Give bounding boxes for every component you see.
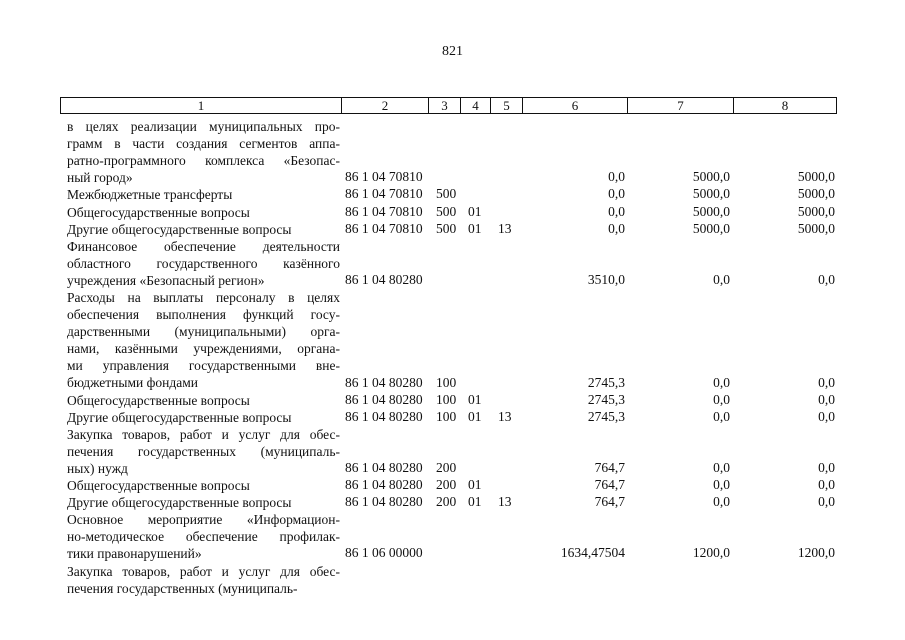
- table-row: [0, 511, 905, 562]
- row-value-col-7: 0,0: [713, 459, 730, 475]
- row-name-line: Общегосударственные вопросы: [67, 478, 250, 494]
- row-value-col-8: 1200,0: [797, 545, 835, 561]
- header-col-5: 5: [491, 98, 523, 113]
- table-header-row: [60, 97, 837, 114]
- row-target-code: 86 1 04 80280: [345, 408, 423, 424]
- row-name-line: тики правонарушений»: [67, 546, 202, 562]
- row-name: [67, 118, 340, 186]
- header-col-1: 1: [61, 98, 342, 113]
- row-name: [67, 477, 340, 494]
- table-row: [0, 477, 905, 494]
- row-name-line: Закупка товаров, работ и услуг для обес-: [67, 563, 340, 579]
- row-section: 01: [468, 203, 482, 219]
- row-name: [67, 289, 340, 392]
- row-name: [67, 238, 340, 289]
- table-row: [0, 426, 905, 477]
- row-name-line: Другие общегосударственные вопросы: [67, 409, 292, 425]
- row-value-col-6: 1634,47504: [560, 545, 625, 561]
- row-value-col-6: 764,7: [594, 477, 625, 493]
- table-row: [0, 186, 905, 203]
- row-value-col-8: 0,0: [818, 477, 835, 493]
- row-name-line: ратно-программного комплекса «Безопас-: [67, 153, 340, 169]
- row-value-col-6: 764,7: [594, 459, 625, 475]
- row-name-line: обеспечения выполнения функций госу-: [67, 307, 340, 323]
- row-section: 01: [468, 220, 482, 236]
- row-name-line: Финансовое обеспечение деятельности: [67, 238, 340, 254]
- row-expense-type: 100: [436, 408, 457, 424]
- row-name-line: Межбюджетные трансферты: [67, 187, 233, 203]
- row-name-line: ных) нужд: [67, 460, 128, 476]
- table-row: [0, 118, 905, 186]
- row-target-code: 86 1 06 00000: [345, 545, 423, 561]
- row-value-col-6: 2745,3: [587, 391, 625, 407]
- row-value-col-7: 5000,0: [692, 220, 730, 236]
- row-value-col-7: 5000,0: [692, 203, 730, 219]
- row-value-col-7: 1200,0: [692, 545, 730, 561]
- row-name-line: бюджетными фондами: [67, 375, 198, 391]
- page-number: 821: [442, 44, 463, 59]
- row-name-line: Расходы на выплаты персоналу в целях: [67, 290, 340, 305]
- row-subsection: 13: [498, 220, 512, 236]
- row-value-col-8: 0,0: [818, 374, 835, 390]
- row-name: [67, 494, 340, 511]
- row-target-code: 86 1 04 80280: [345, 271, 423, 287]
- row-name-line: учреждения «Безопасный регион»: [67, 272, 265, 288]
- row-name: [67, 511, 340, 562]
- row-value-col-6: 2745,3: [587, 408, 625, 424]
- row-name: [67, 409, 340, 426]
- row-expense-type: 500: [436, 220, 457, 236]
- row-name-line: нами, казёнными учреждениями, органа-: [67, 341, 340, 357]
- table-row: [0, 204, 905, 221]
- row-value-col-8: 0,0: [818, 459, 835, 475]
- row-value-col-6: 764,7: [594, 494, 625, 510]
- row-target-code: 86 1 04 80280: [345, 391, 423, 407]
- row-value-col-8: 5000,0: [797, 203, 835, 219]
- row-value-col-8: 5000,0: [797, 169, 835, 185]
- row-value-col-6: 0,0: [608, 186, 625, 202]
- row-name-line: областного государственного казённого: [67, 255, 340, 271]
- header-col-2: 2: [342, 98, 429, 113]
- row-name-line: печения государственных (муниципаль-: [67, 443, 340, 459]
- table-row: [0, 494, 905, 511]
- header-col-3: 3: [429, 98, 461, 113]
- row-name-line: Другие общегосударственные вопросы: [67, 495, 292, 511]
- row-name: [67, 186, 340, 203]
- row-target-code: 86 1 04 70810: [345, 203, 423, 219]
- header-col-7: 7: [628, 98, 734, 113]
- row-name-line: в целях реализации муниципальных про-: [67, 119, 340, 134]
- row-target-code: 86 1 04 70810: [345, 169, 423, 185]
- row-name-line: Общегосударственные вопросы: [67, 204, 250, 220]
- row-value-col-6: 0,0: [608, 203, 625, 219]
- row-name: [67, 221, 340, 238]
- table-row: [0, 563, 905, 597]
- row-value-col-8: 0,0: [818, 271, 835, 287]
- row-expense-type: 200: [436, 494, 457, 510]
- row-value-col-7: 5000,0: [692, 186, 730, 202]
- row-value-col-7: 0,0: [713, 477, 730, 493]
- row-value-col-7: 5000,0: [692, 169, 730, 185]
- row-name: [67, 204, 340, 221]
- row-section: 01: [468, 391, 482, 407]
- row-value-col-7: 0,0: [713, 374, 730, 390]
- row-name: [67, 426, 340, 477]
- row-value-col-8: 5000,0: [797, 220, 835, 236]
- table-row: [0, 221, 905, 238]
- row-name-line: ми управления государственными вне-: [67, 358, 340, 374]
- row-expense-type: 100: [436, 374, 457, 390]
- row-name-line: Другие общегосударственные вопросы: [67, 221, 292, 237]
- row-value-col-7: 0,0: [713, 494, 730, 510]
- table-row: [0, 238, 905, 289]
- row-value-col-8: 0,0: [818, 408, 835, 424]
- row-section: 01: [468, 477, 482, 493]
- row-value-col-7: 0,0: [713, 408, 730, 424]
- row-section: 01: [468, 408, 482, 424]
- row-expense-type: 100: [436, 391, 457, 407]
- row-name-line: печения государственных (муниципаль-: [67, 580, 298, 596]
- row-expense-type: 200: [436, 477, 457, 493]
- table-row: [0, 289, 905, 392]
- table-row: [0, 392, 905, 409]
- row-value-col-6: 2745,3: [587, 374, 625, 390]
- table-row: [0, 409, 905, 426]
- row-expense-type: 500: [436, 203, 457, 219]
- header-col-8: 8: [781, 98, 789, 113]
- row-value-col-8: 0,0: [818, 494, 835, 510]
- row-name: [67, 563, 340, 597]
- row-value-col-6: 3510,0: [587, 271, 625, 287]
- row-name: [67, 392, 340, 409]
- row-name-line: Основное мероприятие «Информацион-: [67, 512, 340, 528]
- row-expense-type: 500: [436, 186, 457, 202]
- row-value-col-7: 0,0: [713, 271, 730, 287]
- row-value-col-8: 5000,0: [797, 186, 835, 202]
- row-value-col-6: 0,0: [608, 220, 625, 236]
- row-name-line: но-методическое обеспечение профилак-: [67, 529, 340, 545]
- row-target-code: 86 1 04 80280: [345, 477, 423, 493]
- row-value-col-7: 0,0: [713, 391, 730, 407]
- row-target-code: 86 1 04 70810: [345, 220, 423, 236]
- row-name-line: Закупка товаров, работ и услуг для обес-: [67, 426, 340, 442]
- header-col-4: 4: [461, 98, 491, 113]
- header-col-6: 6: [523, 98, 628, 113]
- row-section: 01: [468, 494, 482, 510]
- row-name-line: дарственными (муниципальными) орга-: [67, 324, 340, 340]
- row-name-line: ный город»: [67, 170, 133, 186]
- row-target-code: 86 1 04 80280: [345, 374, 423, 390]
- row-target-code: 86 1 04 80280: [345, 459, 423, 475]
- row-subsection: 13: [498, 408, 512, 424]
- row-value-col-8: 0,0: [818, 391, 835, 407]
- row-name-line: грамм в части создания сегментов аппа-: [67, 136, 340, 152]
- row-value-col-6: 0,0: [608, 169, 625, 185]
- row-name-line: Общегосударственные вопросы: [67, 392, 250, 408]
- row-subsection: 13: [498, 494, 512, 510]
- row-expense-type: 200: [436, 459, 457, 475]
- row-target-code: 86 1 04 80280: [345, 494, 423, 510]
- row-target-code: 86 1 04 70810: [345, 186, 423, 202]
